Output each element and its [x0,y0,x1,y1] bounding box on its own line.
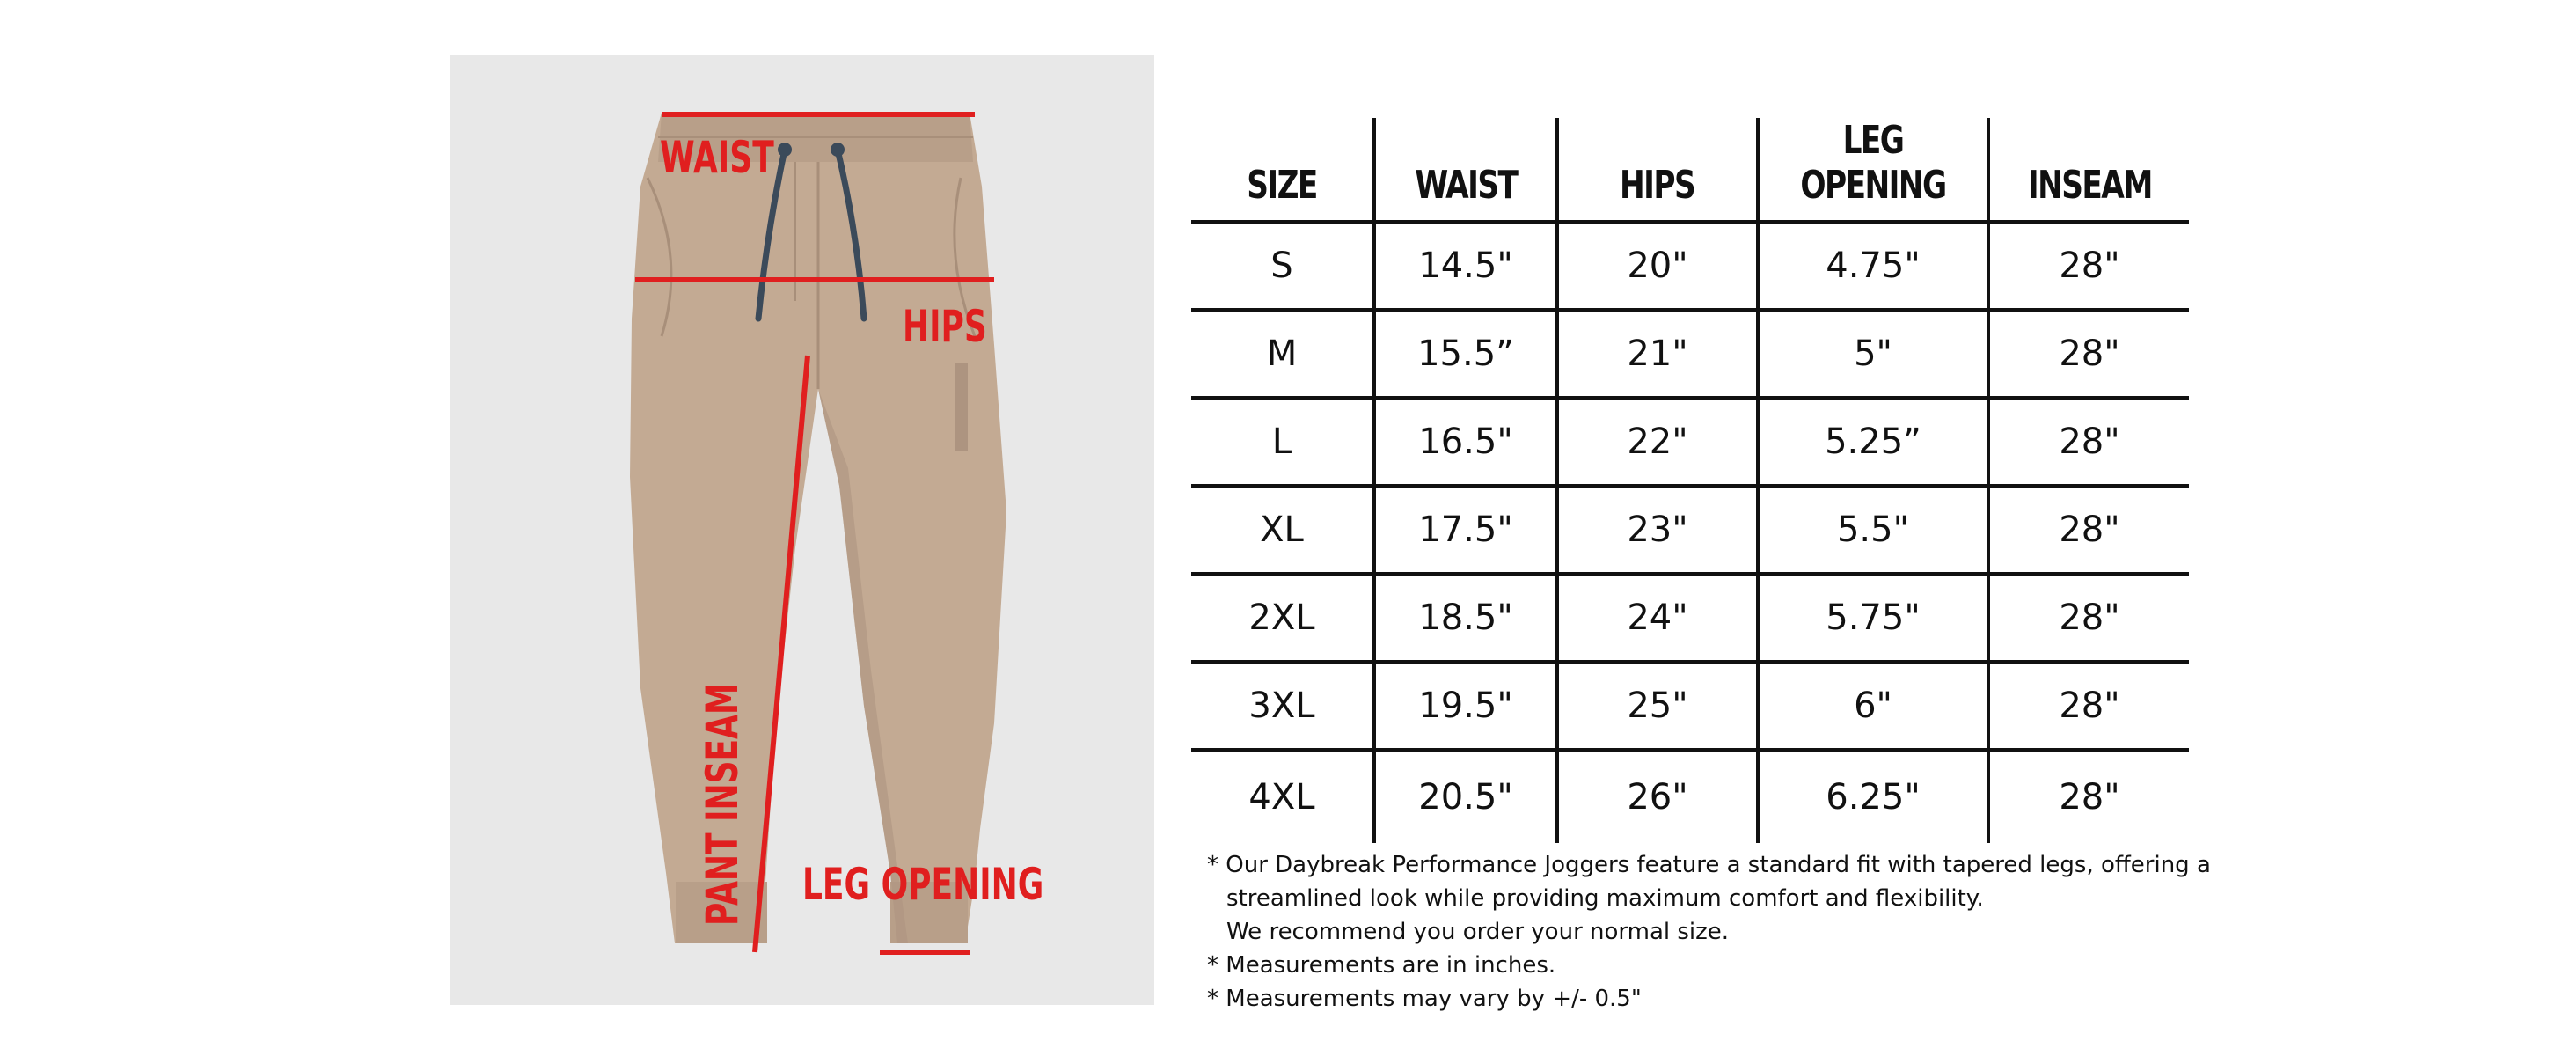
cell-waist: 14.5" [1374,222,1557,310]
header-size: SIZE [1191,118,1374,222]
size-chart-notes [1207,848,2263,1016]
cell-hips: 25" [1557,662,1758,750]
cell-hips: 21" [1557,310,1758,398]
units-note: * Measurements are in inches. [1207,952,1556,979]
fit-note-line-1: * Our Daybreak Performance Joggers feature a standard fit with tapered legs, offering a [1207,852,2211,878]
jogger-illustration [450,55,1154,1005]
cell-waist: 17.5" [1374,486,1557,574]
cell-inseam: 28" [1988,310,2189,398]
cell-size: 3XL [1191,662,1374,750]
header-leg-opening: LEG OPENING [1758,118,1988,222]
pant-inseam-label: PANT INSEAM [698,683,749,926]
table-row [1191,662,2189,750]
cell-hips: 23" [1557,486,1758,574]
variance-note: * Measurements may vary by +/- 0.5" [1207,986,1642,1012]
cell-leg-opening: 5.25” [1758,398,1988,486]
table-row [1191,398,2189,486]
cell-waist: 18.5" [1374,574,1557,662]
fit-note-line-2: streamlined look while providing maximum comfort and flexibility. [1226,885,1984,912]
table-row [1191,750,2189,843]
cell-hips: 20" [1557,222,1758,310]
cell-inseam: 28" [1988,574,2189,662]
cell-leg-opening: 4.75" [1758,222,1988,310]
cell-leg-opening: 6.25" [1758,750,1988,843]
cell-size: 4XL [1248,777,1315,818]
cell-hips: 24" [1557,574,1758,662]
cell-size: S [1191,222,1374,310]
cell-size: L [1191,398,1374,486]
cell-waist: 16.5" [1374,398,1557,486]
header-waist: WAIST [1374,118,1557,222]
table-header-row [1191,118,2189,222]
waist-label: WAIST [660,133,774,184]
leg-opening-label: LEG OPENING [802,860,1044,911]
fit-note-line-3: We recommend you order your normal size. [1226,919,1730,945]
table-row [1191,486,2189,574]
cell-inseam: 28" [1988,486,2189,574]
cell-inseam: 28" [1988,750,2189,843]
header-inseam: INSEAM [1988,118,2189,222]
cell-waist: 19.5" [1374,662,1557,750]
hips-label: HIPS [903,302,987,353]
cell-hips: 26" [1557,750,1758,843]
cell-leg-opening: 5.5" [1758,486,1988,574]
table-row [1191,222,2189,310]
cell-hips: 22" [1557,398,1758,486]
cell-waist: 20.5" [1374,750,1557,843]
cell-inseam: 28" [1988,398,2189,486]
size-chart-table [1191,118,2189,843]
cell-size: M [1191,310,1374,398]
table-row [1191,310,2189,398]
cell-inseam: 28" [1988,222,2189,310]
cell-leg-opening: 5.75" [1758,574,1988,662]
cell-leg-opening: 6" [1758,662,1988,750]
cell-inseam: 28" [1988,662,2189,750]
cell-size: XL [1191,486,1374,574]
product-photo-panel [450,55,1154,1005]
table-row [1191,574,2189,662]
cell-waist: 15.5” [1374,310,1557,398]
cell-size: 2XL [1191,574,1374,662]
header-hips: HIPS [1557,118,1758,222]
cell-leg-opening: 5" [1758,310,1988,398]
